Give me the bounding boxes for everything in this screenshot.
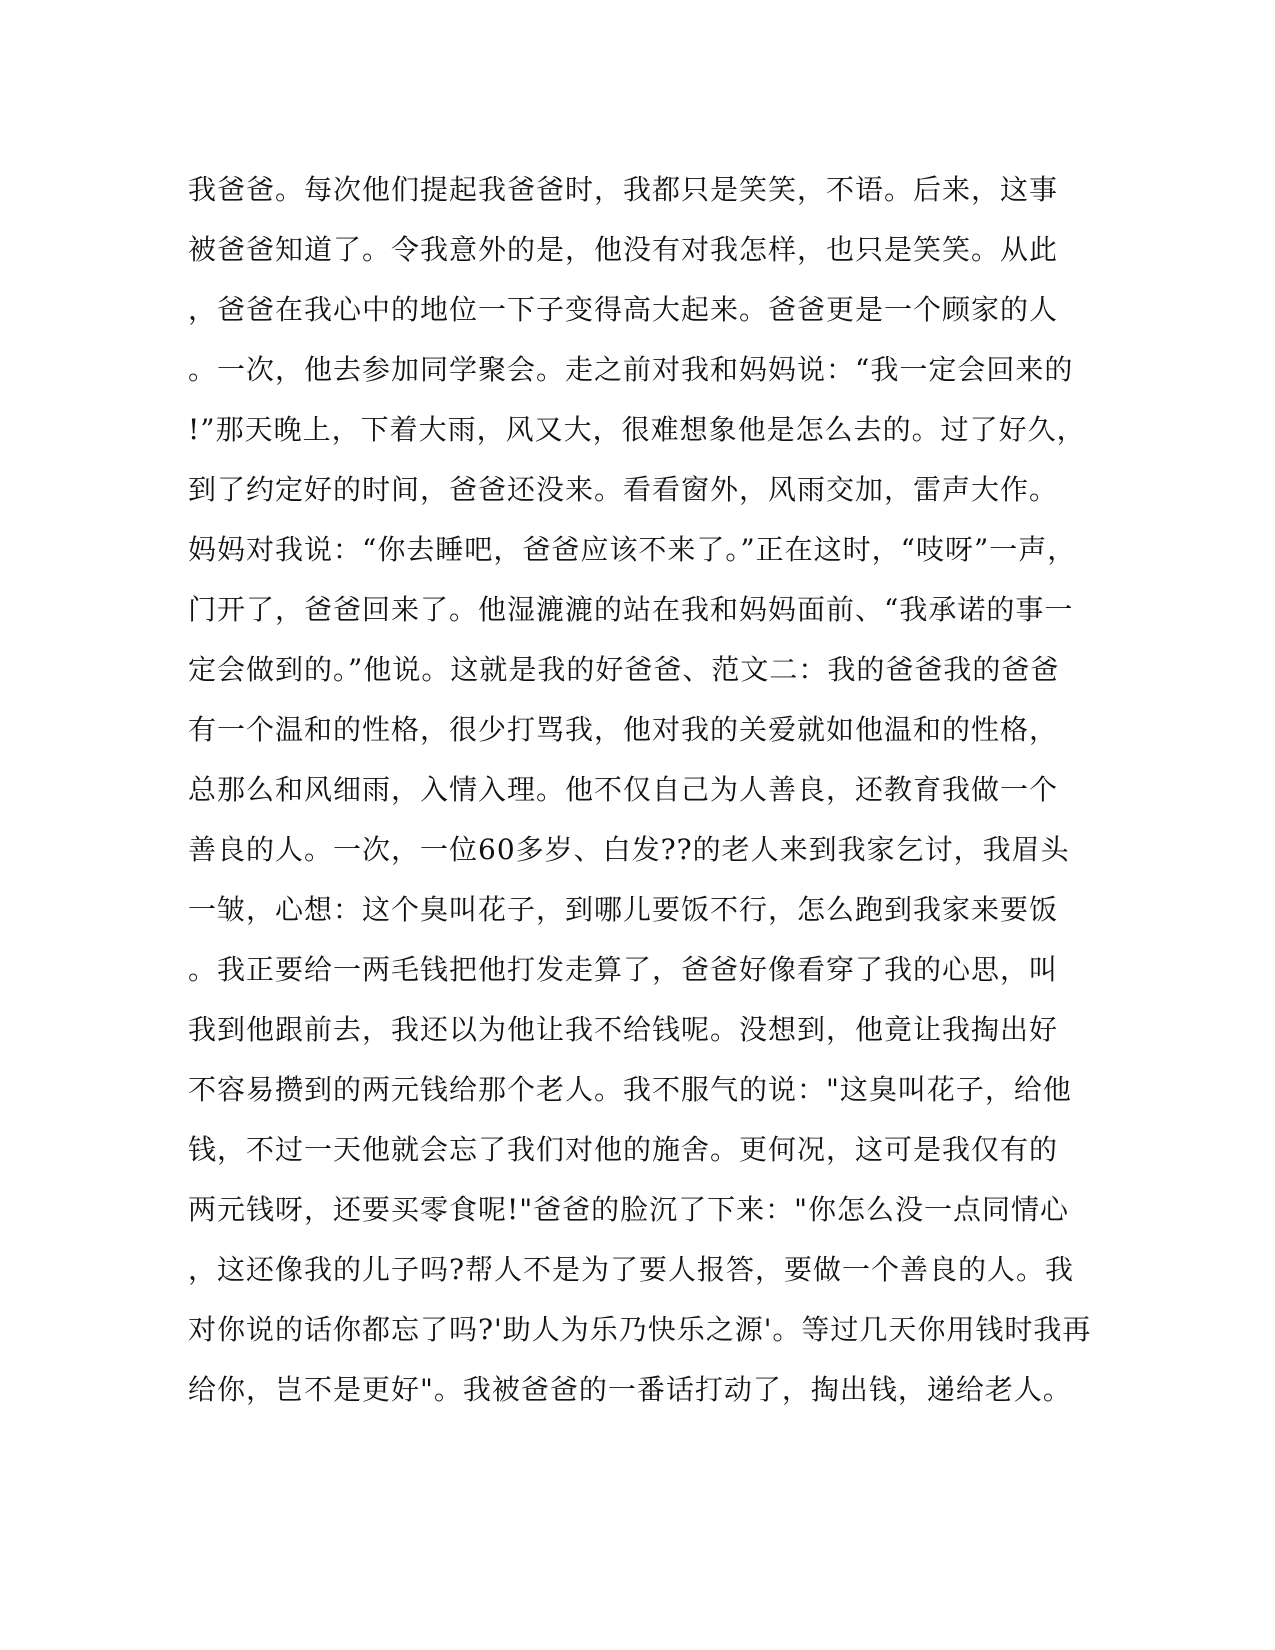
- text-line-6: 到了约定好的时间，爸爸还没来。看看窗外，风雨交加，雷声大作。: [188, 473, 1059, 506]
- text-line-3: ，爸爸在我心中的地位一下子变得高大起来。爸爸更是一个顾家的人: [188, 293, 1059, 326]
- text-line-1: 我爸爸。每次他们提起我爸爸时，我都只是笑笑，不语。后来，这事: [188, 173, 1059, 206]
- text-line-15: 我到他跟前去，我还以为他让我不给钱呢。没想到，他竟让我掏出好: [188, 1013, 1059, 1046]
- text-line-19: ，这还像我的儿子吗?帮人不是为了要人报答，要做一个善良的人。我: [188, 1253, 1075, 1286]
- text-line-12: 善良的人。一次，一位60多岁、白发??的老人来到我家乞讨，我眉头: [188, 833, 1070, 866]
- text-line-18: 两元钱呀，还要买零食呢!"爸爸的脸沉了下来："你怎么没一点同情心: [188, 1193, 1070, 1226]
- text-line-14: 。我正要给一两毛钱把他打发走算了，爸爸好像看穿了我的心思，叫: [188, 953, 1059, 986]
- text-line-9: 定会做到的。”他说。这就是我的好爸爸、范文二：我的爸爸我的爸爸: [188, 653, 1060, 686]
- body-text: [188, 160, 1092, 1420]
- text-line-10: 有一个温和的性格，很少打骂我，他对我的关爱就如他温和的性格，: [188, 713, 1059, 746]
- text-line-11: 总那么和风细雨，入情入理。他不仅自己为人善良，还教育我做一个: [188, 773, 1059, 806]
- text-line-8: 门开了，爸爸回来了。他湿漉漉的站在我和妈妈面前、“我承诺的事一: [188, 593, 1074, 626]
- text-line-4: 。一次，他去参加同学聚会。走之前对我和妈妈说：“我一定会回来的: [188, 353, 1074, 386]
- text-line-5: !”那天晚上，下着大雨，风又大，很难想象他是怎么去的。过了好久，: [188, 413, 1086, 446]
- text-line-16: 不容易攒到的两元钱给那个老人。我不服气的说："这臭叫花子，给他: [188, 1073, 1072, 1106]
- text-line-2: 被爸爸知道了。令我意外的是，他没有对我怎样，也只是笑笑。从此: [188, 233, 1059, 266]
- text-line-13: 一皱，心想：这个臭叫花子，到哪儿要饭不行，怎么跑到我家来要饭: [188, 893, 1059, 926]
- text-line-21: 给你，岂不是更好"。我被爸爸的一番话打动了，掏出钱，递给老人。: [188, 1373, 1072, 1406]
- text-line-7: 妈妈对我说：“你去睡吧，爸爸应该不来了。”正在这时，“吱呀”一声，: [188, 533, 1077, 566]
- text-line-20: 对你说的话你都忘了吗?'助人为乐乃快乐之源'。等过几天你用钱时我再: [188, 1313, 1092, 1346]
- text-line-17: 钱，不过一天他就会忘了我们对他的施舍。更何况，这可是我仅有的: [188, 1133, 1059, 1166]
